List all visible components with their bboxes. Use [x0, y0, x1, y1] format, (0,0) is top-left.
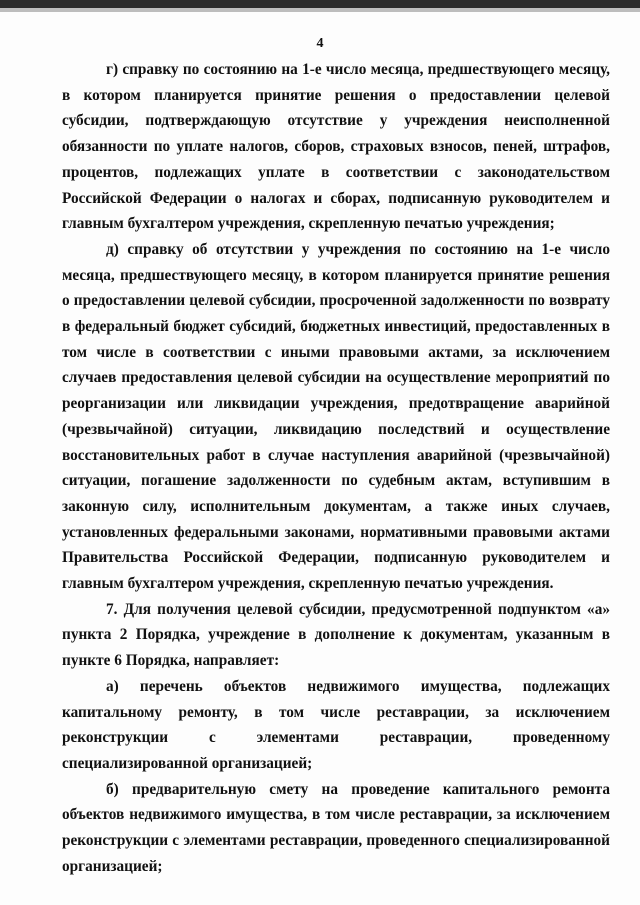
paragraph-g: г) справку по состоянию на 1-е число месяца, предшествующего месяцу, в котором планируется принятие решения о предоставлении целевой субсидии, подтверждающую отсутствие у учреждения неисполненной обязанности по уплате налогов, сборов, страховых взносов, пеней, штрафов, процентов, подлежащих уплате в соответствии с законодательством Российской Федерации о налогах и сборах, подписанную руководителем и главным бухгалтером учреждения, скрепленную печатью учреждения;: [62, 61, 610, 233]
page-number: 4: [316, 36, 324, 51]
paragraph-d: д) справку об отсутствии у учреждения по состоянию на 1-е число месяца, предшествующего месяцу, в котором планируется принятие решения о предоставлении целевой субсидии, просроченной задолженности по возврату в федеральный бюджет субсидий, бюджетных инвестиций, предоставленных в том числе в соответствии с иными правовыми актами, за исключением случаев предоставления целевой субсидии на осуществление мероприятий по реорганизации или ликвидации учреждения, предотвращение аварийной (чрезвычайной) ситуации, ликвидацию последствий и осуществление восстановительных работ в случае наступления аварийной (чрезвычайной) ситуации, погашение задолженности по судебным актам, вступившим в законную силу, исполнительным документам, а также иных случаев, установленных федеральными законами, нормативными правовыми актами Правительства Российской Федерации, подписанную руководителем и главным бухгалтером учреждения, скрепленную печатью учреждения.: [62, 240, 610, 593]
paragraph-b: б) предварительную смету на проведение капитального ремонта объектов недвижимого имущества, в том числе реставрации, за исключением реконструкции с элементами реставрации, проведенного специализированной организацией;: [62, 780, 610, 875]
scan-top-border: [0, 0, 640, 8]
document-body: [62, 57, 610, 880]
scan-top-border-shadow: [0, 8, 640, 12]
paragraph-a: а) перечень объектов недвижимого имущества, подлежащих капитальному ремонту, в том числе реставрации, за исключением реконструкции с элементами реставрации, проведенному специализированной организацией;: [62, 677, 610, 772]
paragraph-7: 7. Для получения целевой субсидии, предусмотренной подпунктом «а» пункта 2 Порядка, учреждение в дополнение к документам, указанным в пункте 6 Порядка, направляет:: [62, 600, 610, 670]
